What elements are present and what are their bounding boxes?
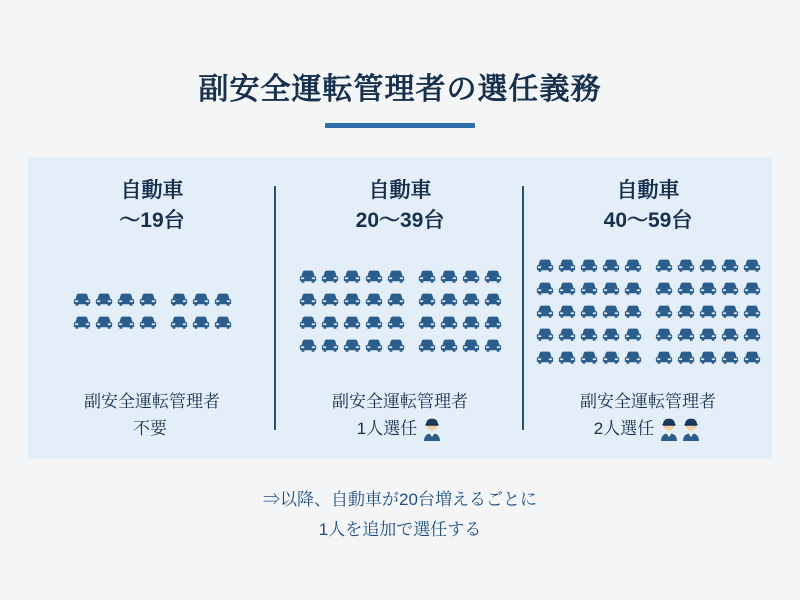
car-row-gap — [159, 313, 168, 336]
car-icon — [482, 290, 504, 313]
car-icon — [71, 313, 93, 336]
column-footer-line2: 不要 — [133, 418, 167, 438]
car-icon — [578, 325, 600, 348]
column-footer-line2: 1人選任 — [356, 418, 418, 438]
car-icon — [319, 313, 341, 336]
car-icon — [416, 267, 438, 290]
car-icon — [578, 279, 600, 302]
car-icon — [578, 302, 600, 325]
car-icon — [622, 302, 644, 325]
column-heading — [356, 176, 445, 237]
title-underline — [325, 123, 475, 128]
column-heading-line1: 自動車 — [616, 179, 680, 202]
car-icon — [578, 256, 600, 279]
car-icon — [297, 336, 319, 359]
car-icon — [622, 256, 644, 279]
car-icon — [556, 325, 578, 348]
column-heading — [119, 176, 184, 237]
column-heading-line1: 自動車 — [120, 179, 184, 202]
car-icon — [578, 348, 600, 371]
car-icon — [622, 348, 644, 371]
car-icon — [697, 325, 719, 348]
car-icon — [71, 290, 93, 313]
column-footer — [84, 389, 220, 458]
column-footer-line2-wrap — [580, 416, 716, 442]
car-icon — [534, 256, 556, 279]
car-row-gap — [644, 325, 653, 348]
car-icon — [534, 302, 556, 325]
car-icon — [385, 267, 407, 290]
car-row — [534, 302, 763, 325]
car-icon — [534, 348, 556, 371]
page-title: 副安全運転管理者の選任義務 — [198, 73, 602, 106]
car-icon — [212, 290, 234, 313]
car-icon — [341, 290, 363, 313]
car-icon — [115, 290, 137, 313]
car-icon — [719, 325, 741, 348]
footnote — [0, 485, 800, 545]
car-icon — [719, 279, 741, 302]
car-grid — [34, 237, 270, 389]
car-row — [71, 290, 234, 313]
column-footer-line1-wrap — [580, 389, 716, 415]
column-footer-line2: 2人選任 — [593, 418, 655, 438]
officer-icons — [421, 416, 443, 442]
car-row — [71, 313, 234, 336]
car-icon — [297, 290, 319, 313]
car-row-gap — [644, 302, 653, 325]
car-icon — [341, 313, 363, 336]
car-icon — [556, 348, 578, 371]
car-icon — [622, 325, 644, 348]
car-icon — [438, 290, 460, 313]
car-icon — [697, 302, 719, 325]
car-icon — [416, 313, 438, 336]
title-block — [0, 0, 800, 128]
car-icon — [168, 313, 190, 336]
car-icon — [460, 313, 482, 336]
car-row — [534, 256, 763, 279]
column-footer-line1: 副安全運転管理者 — [580, 392, 716, 412]
column-footer-line1: 副安全運転管理者 — [84, 392, 220, 412]
car-grid — [282, 237, 518, 389]
car-icon — [385, 313, 407, 336]
column-heading-line2: 20〜39台 — [355, 209, 445, 233]
column-heading-line2: 40〜59台 — [603, 209, 693, 233]
car-icon — [297, 267, 319, 290]
car-row-gap — [644, 348, 653, 371]
car-icon — [697, 279, 719, 302]
car-row — [297, 267, 504, 290]
car-icon — [653, 279, 675, 302]
car-icon — [212, 313, 234, 336]
car-icon — [741, 325, 763, 348]
car-icon — [741, 256, 763, 279]
column-heading — [604, 176, 693, 237]
car-icon — [416, 290, 438, 313]
column-20-39 — [276, 158, 524, 458]
car-icon — [697, 256, 719, 279]
car-icon — [675, 256, 697, 279]
car-icon — [675, 302, 697, 325]
footnote-line1: ⇒以降、自動車が20台増えるごとに — [263, 490, 537, 509]
car-icon — [741, 348, 763, 371]
car-icon — [600, 348, 622, 371]
column-footer-line1: 副安全運転管理者 — [332, 392, 468, 412]
car-icon — [719, 302, 741, 325]
car-row — [534, 279, 763, 302]
car-icon — [137, 290, 159, 313]
car-icon — [556, 256, 578, 279]
car-icon — [319, 336, 341, 359]
car-icon — [190, 290, 212, 313]
column-footer-line2-wrap — [332, 416, 468, 442]
car-icon — [363, 267, 385, 290]
car-icon — [653, 348, 675, 371]
car-icon — [697, 348, 719, 371]
car-icon — [556, 279, 578, 302]
car-icon — [93, 313, 115, 336]
footnote-line2: 1人を追加で選任する — [318, 519, 482, 539]
car-icon — [653, 302, 675, 325]
car-icon — [653, 325, 675, 348]
car-row — [297, 290, 504, 313]
car-row-gap — [407, 336, 416, 359]
car-icon — [319, 290, 341, 313]
car-icon — [363, 290, 385, 313]
column-footer-line2-wrap — [84, 416, 220, 442]
car-row — [297, 313, 504, 336]
car-icon — [622, 279, 644, 302]
car-icon — [534, 325, 556, 348]
car-icon — [675, 325, 697, 348]
column-under-19 — [28, 158, 276, 458]
car-row — [534, 325, 763, 348]
comparison-panel — [28, 158, 772, 458]
car-icon — [319, 267, 341, 290]
car-icon — [482, 313, 504, 336]
officer-icon — [658, 419, 680, 438]
car-icon — [675, 348, 697, 371]
car-row — [534, 348, 763, 371]
car-row — [297, 336, 504, 359]
car-icon — [719, 348, 741, 371]
column-footer — [580, 389, 716, 458]
car-icon — [190, 313, 212, 336]
car-icon — [675, 279, 697, 302]
car-icon — [438, 313, 460, 336]
car-icon — [363, 313, 385, 336]
car-row-gap — [407, 290, 416, 313]
officer-icon — [680, 419, 702, 438]
car-icon — [460, 290, 482, 313]
column-40-59 — [524, 158, 772, 458]
car-icon — [416, 336, 438, 359]
car-icon — [341, 336, 363, 359]
car-icon — [385, 290, 407, 313]
car-row-gap — [644, 279, 653, 302]
car-icon — [137, 313, 159, 336]
car-icon — [438, 267, 460, 290]
car-icon — [482, 336, 504, 359]
car-icon — [482, 267, 504, 290]
column-footer-line1-wrap — [332, 389, 468, 415]
officer-icons — [658, 416, 702, 442]
car-row-gap — [159, 290, 168, 313]
car-icon — [534, 279, 556, 302]
column-footer-line1-wrap — [84, 389, 220, 415]
car-icon — [341, 267, 363, 290]
car-icon — [438, 336, 460, 359]
car-icon — [653, 256, 675, 279]
car-icon — [600, 302, 622, 325]
car-icon — [460, 336, 482, 359]
car-icon — [363, 336, 385, 359]
car-icon — [115, 313, 137, 336]
officer-icon — [421, 419, 443, 438]
car-icon — [719, 256, 741, 279]
car-icon — [741, 279, 763, 302]
car-icon — [741, 302, 763, 325]
car-icon — [600, 256, 622, 279]
car-icon — [385, 336, 407, 359]
car-icon — [168, 290, 190, 313]
car-grid — [530, 237, 766, 389]
car-icon — [297, 313, 319, 336]
car-row-gap — [407, 313, 416, 336]
car-icon — [93, 290, 115, 313]
car-icon — [556, 302, 578, 325]
car-row-gap — [407, 267, 416, 290]
car-row-gap — [644, 256, 653, 279]
column-footer — [332, 389, 468, 458]
column-heading-line2: 〜19台 — [119, 209, 185, 233]
car-icon — [600, 325, 622, 348]
car-icon — [600, 279, 622, 302]
column-heading-line1: 自動車 — [368, 179, 432, 202]
car-icon — [460, 267, 482, 290]
